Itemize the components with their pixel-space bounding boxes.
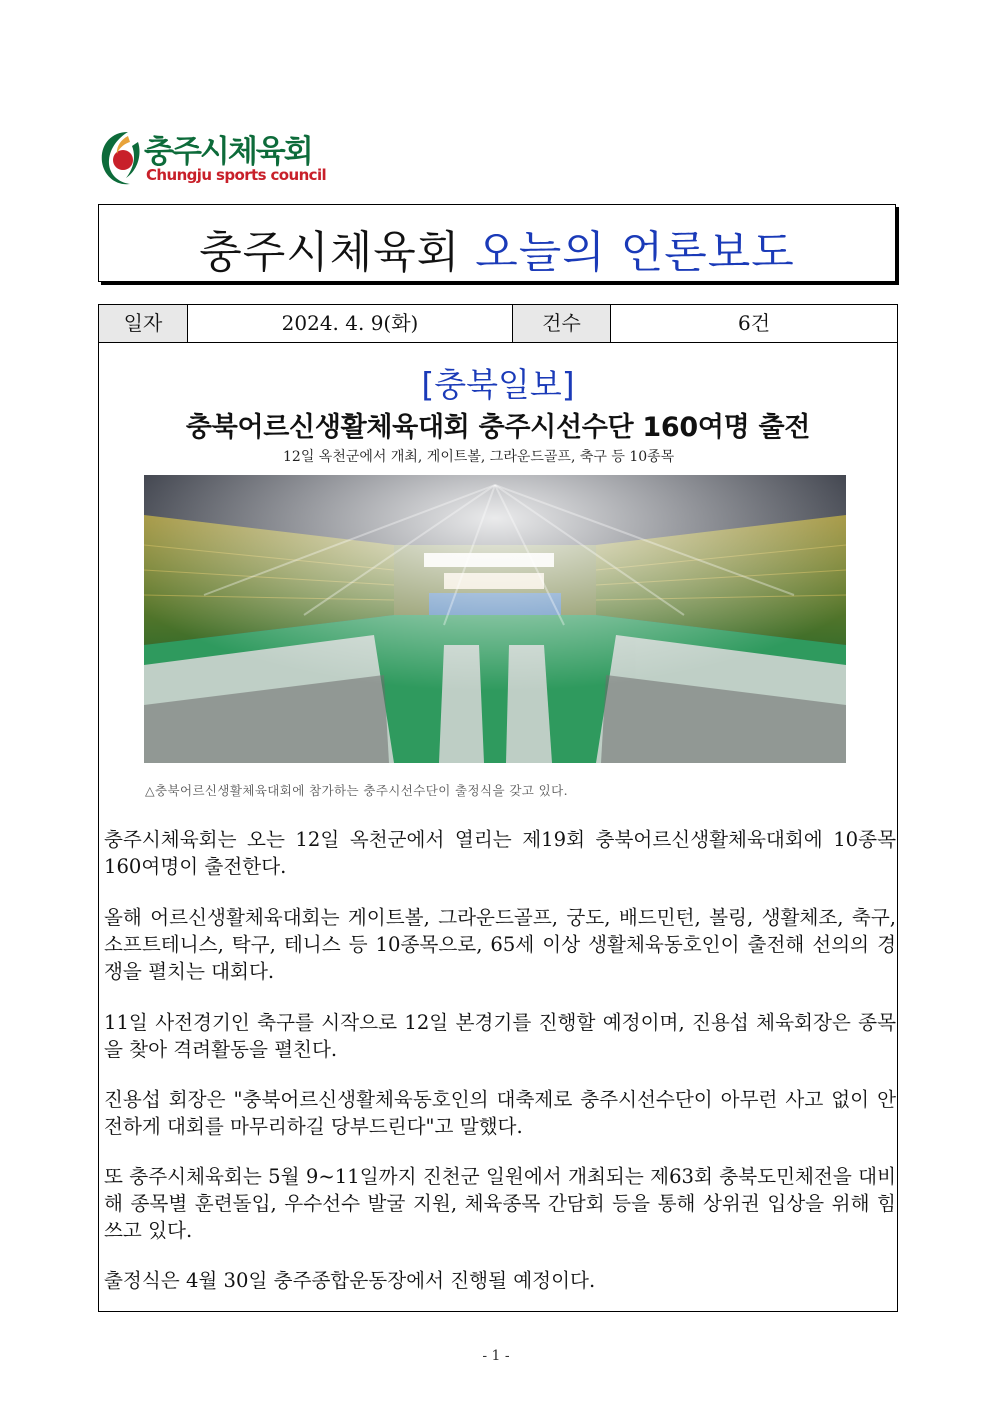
logo-korean-text: 충주시체육회 — [144, 134, 312, 170]
title-box — [98, 204, 896, 282]
count-label: 건수 — [513, 305, 611, 342]
page-title — [99, 216, 895, 280]
title-org: 충주시체육회 — [199, 227, 461, 278]
article-paragraph: 11일 사전경기인 축구를 시작으로 12일 본경기를 진행할 예정이며, 진용섭 체육회장은 종목을 찾아 격려활동을 펼친다. — [104, 1011, 896, 1061]
article-subhead: 12일 옥천군에서 개최, 게이트볼, 그라운드골프, 축구 등 10종목 — [283, 449, 675, 465]
article-source: [충북일보] — [421, 365, 575, 404]
photo-caption: △충북어르신생활체육대회에 참가하는 충주시선수단이 출정식을 갖고 있다. — [145, 783, 568, 798]
date-label: 일자 — [99, 305, 188, 342]
article-paragraph: 진용섭 회장은 "충북어르신생활체육동호인의 대축제로 충주시선수단이 아무런 사고 없이 안전하게 대회를 마무리하길 당부드린다"고 말했다. — [104, 1088, 896, 1138]
count-value: 6건 — [737, 311, 771, 335]
date-value: 2024. 4. 9(화) — [188, 305, 513, 342]
title-report: 오늘의 언론보도 — [475, 227, 795, 278]
report-box — [98, 304, 898, 1312]
article-headline: 충북어르신생활체육대회 충주시선수단 160여명 출전 — [185, 412, 811, 443]
council-logo — [98, 126, 338, 190]
article-paragraph: 올해 어르신생활체육대회는 게이트볼, 그라운드골프, 궁도, 배드민턴, 볼링, 생활체조, 축구, 소프트테니스, 탁구, 테니스 등 10종목으로, 65세 이상 생활체육동호인이 출전해 선의의 경쟁을 펼치는 대회다. — [104, 906, 896, 983]
article-paragraph: 충주시체육회는 오는 12일 옥천군에서 열리는 제19회 충북어르신생활체육대회에 10종목 160여명이 출전한다. — [104, 828, 896, 878]
info-table — [99, 305, 897, 343]
article-photo — [144, 475, 846, 763]
page-number: - 1 - — [482, 1348, 510, 1364]
article-paragraph: 또 충주시체육회는 5월 9~11일까지 진천군 일원에서 개최되는 제63회 충북도민체전을 대비해 종목별 훈련돌입, 우수선수 발굴 지원, 체육종목 간담회 등을 통해 상위권 입상을 위해 힘쓰고 있다. — [104, 1165, 896, 1242]
logo-emblem-icon — [98, 128, 142, 188]
article-paragraph: 출정식은 4월 30일 충주종합운동장에서 진행될 예정이다. — [104, 1269, 596, 1292]
logo-english-text: Chungju sports council — [146, 166, 327, 184]
gymnasium-photo-illustration — [144, 475, 846, 763]
